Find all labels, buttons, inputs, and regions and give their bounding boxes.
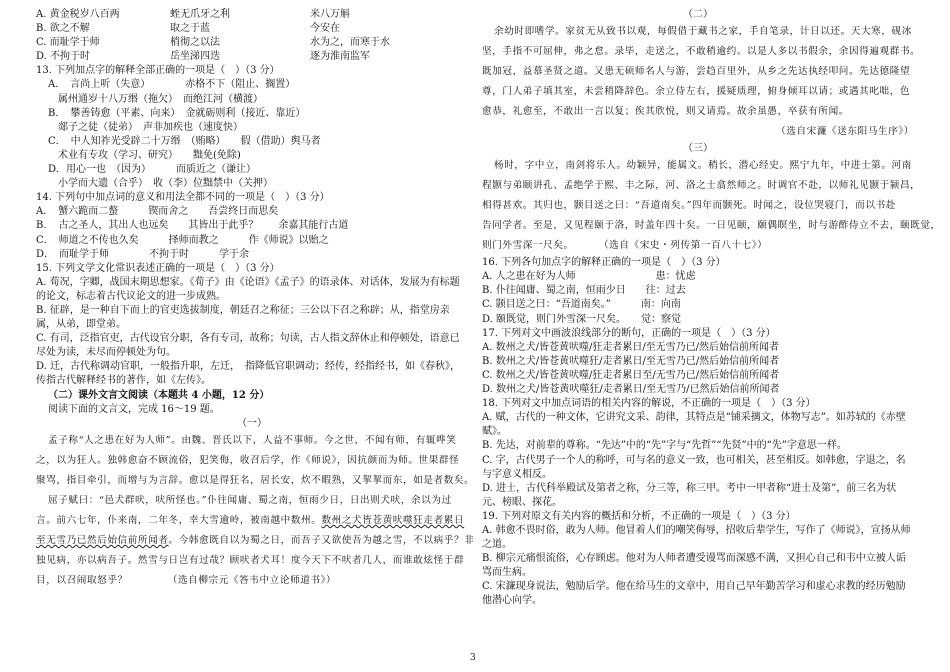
passage-source: （选自柳宗元《答韦中立论师道书》） <box>167 574 337 586</box>
option-row: D. 不拘于时 岳坐涕四迭 逐为淮南监军 <box>36 51 370 63</box>
section-heading: （二）课外文言文阅读（本题共 4 小题，12 分） <box>48 389 270 401</box>
option-a: A. 韩愈不畏时俗，敢为人师。他冒着人们的嘲笑侮辱，招收后辈学生，写作了《师说》，宣扬从师之道。 <box>482 524 911 551</box>
passage-line: 言。前六七年，仆来南，二年冬，幸大雪逾岭，被南越中数州。数州之犬皆苍黄吠噬狂走者累日 <box>36 514 465 526</box>
option-d: D. 进士，古代科举殿试及第者之称，分三等，称三甲。考中一甲者称“进士及第”，前三名为状元、榜眼、探花。 <box>482 482 897 508</box>
option-d: D．用心一也 （因为） 而质近之（谦让） <box>48 164 257 176</box>
option-c: C. 颢目送之曰：“吾道南矣。” 南：向南 <box>482 299 681 311</box>
option-c: C． 师道之不传也久矣 择师而教之 作《师说》以贻之 <box>36 234 329 246</box>
question-stem: 17. 下列对文中画波浪线部分的断句，正确的一项是（ ）（3 分） <box>482 327 776 339</box>
passage-line: 独见病，亦以病吾子。然雪与日岂有过哉？顾吠者犬耳！度今天下不吠者几人，而谁敢炫怪于群 <box>36 554 465 566</box>
question-stem: 19. 下列对原文有关内容的概括和分析，不正确的一项是（ ）（3 分） <box>482 510 796 522</box>
option-row: C. 而耻学于师 梢彻之以法 水为之，而寒于水 <box>36 37 390 49</box>
option-a: A． 蟹六跪而二螯 锲而舍之 吾尝终日而思矣 <box>36 206 279 218</box>
question-13 <box>36 64 468 191</box>
passage-line: 孟子称“人之患在好为人师”。由魏、晋氏以下，人益不事师。今之世，不闻有师，有辄哗笑 <box>48 434 457 446</box>
question-stem: 13. 下列加点字的解释全部正确的一项是（ ）（3 分） <box>36 65 280 77</box>
question-stem: 15. 下列文学文化常识表述正确的一项是（ ）（3 分） <box>36 262 280 274</box>
option-b: B. 征辟，是一种自下而上的官吏选拔制度，朝廷召之称征；三公以下召之称辟；从，指堂房亲属，从弟，即堂弟。 <box>36 304 450 331</box>
option-a: A. 数州之犬/皆苍黄吠噬/狂走者累日/至无雪乃已/然后始信前所闻者 <box>482 341 780 353</box>
option-c: C. 数州之犬/皆苍黄吠噬/狂走者累日至/无雪乃已/然后始信前所闻者 <box>482 369 780 381</box>
option-c-cont: 术业有专攻（学习、研究） 黜免(免除) <box>48 149 241 161</box>
passage-line: 愈恭，礼愈至，不敢出一言以复；俟其欣悦，则又请焉。故余虽愚，卒获有所闻。 <box>482 106 849 118</box>
passage-source: （选自宋濂《送东阳马生序》） <box>776 126 914 138</box>
option-a: A. 赋，古代的一种文体，它讲究文采、韵律，其特点是“铺采摛文，体物写志”。如苏轼的《赤壁赋》。 <box>482 412 906 438</box>
question-stem: 16. 下列各句加点字的解释正确的一项是（ ）（3 分） <box>482 257 726 269</box>
passage-3 <box>482 156 941 256</box>
page-number: 3 <box>470 653 476 663</box>
option-c: C． 中人知祚光受辟二十万缗 （贿略） 假（借助）舆马者 <box>48 135 321 147</box>
passage-line: 杨时，字中立，南剑将乐人。幼颖异，能属文。稍长，潜心经史。熙宁九年，中进士第。河南 <box>494 160 912 172</box>
option-a: A. 荀况，字卿，战国末期思想家。《荀子》由《论语》《孟子》的语录体、对话体，发展为有标题的论文，标志着古代议论文的进一步成熟。 <box>36 276 460 302</box>
passage-line: 屈子赋曰：“邑犬群吠，吠所怪也。”仆往闻庸、蜀之南，恒雨少日，日出则犬吠，余以为过 <box>48 494 452 506</box>
passage-line: 既加冠，益慕圣贤之道。又患无硕师名人与游，尝趋百里外，从乡之先达执经叩问。先达德隆望 <box>482 66 911 78</box>
option-b: B. 仆往闻庸、蜀之南，恒雨少日 往：过去 <box>482 285 686 297</box>
option-row: A. 黄金税岁八百两 蛭无爪牙之利 米八万斛 <box>36 9 350 20</box>
passage-1 <box>36 431 475 591</box>
option-b: B. 先达，对前辈的尊称。“先达”中的“先”字与“先哲”“先贤”中的“先”字意思一样。 <box>482 440 847 452</box>
question-16 <box>482 256 914 326</box>
option-c: C. 字，古代男子一个人的称呼，可与名的意义一致，也可相关，甚至相反。如韩愈，字退之，名与字意义相反。 <box>482 454 906 480</box>
option-d-cont: 小学而大遗（合乎） 收（李）位黜禁中（关押） <box>48 178 273 190</box>
left-column <box>36 8 475 591</box>
option-b-cont: 郯子之徒（徒弟） 声非加疾也（速度快） <box>48 121 243 133</box>
option-a: A． 言尚上听（失意） 赤格不下（阻止、搁置） <box>48 79 296 91</box>
passage-line: 之，以为狂人。独韩愈奋不顾流俗，犯笑侮，收召后学，作《师说》，因抗颜而为师。世果群怪 <box>36 454 460 466</box>
right-column <box>482 8 941 609</box>
option-a-cont: 属州通岁十八万缗（拖欠） 而绝江河（横渡） <box>48 93 263 105</box>
option-d: D． 而耻学于师 不拘于时 学于余 <box>36 248 250 260</box>
option-b: B. 数州之犬/皆苍黄吠噬狂/走者累日/至无雪乃已/然后始信前所闻者 <box>482 355 780 367</box>
option-row: B. 欲之不解 取之于蓝 今安在 <box>36 23 340 35</box>
option-d: D. 颐既觉，则门外雪深一尺矣。 觉：察觉 <box>482 313 682 325</box>
passage-line: 坚，手指不可屈伸，弗之怠。录毕，走送之，不敢稍逾约。以是人多以书假余，余因得遍观群书。 <box>482 46 921 58</box>
question-14 <box>36 191 468 261</box>
option-c: C. 有司，泛指官吏，古代设官分职，各有专司，故称；句读，古人指文辞休止和停顿处，语意已尽处为读，未尽而停顿处为句。 <box>36 333 460 359</box>
passage-label: （二） <box>683 9 713 20</box>
passage-line: 余幼时即嗜学。家贫无从致书以观，每假借于藏书之家，手自笔录，计日以还。天大寒，砚冰 <box>494 26 912 38</box>
passage-line: 告同学者。至是，又见程颐于洛，时盖年四十矣。一日见颐，颐偶瞑坐，时与游酢侍立不去，颐既觉， <box>482 220 941 232</box>
question-stem: 18. 下列对文中加点词语的相关内容的解说，不正确的一项是（ ）（3 分） <box>482 398 816 410</box>
question-17 <box>482 327 914 397</box>
option-d: D. 迁，古代称调动官职，一般指升职，左迁， 指降低官职调动；经传，经指经书，如《春秋》，传指古代解释经书的著作，如《左传》。 <box>36 361 461 387</box>
question-19 <box>482 510 914 609</box>
passage-line: 则门外雪深一尺矣。 （选自《宋史・列传第一百八十七》） <box>482 240 768 252</box>
option-d: D. 数州之犬/皆苍黄吠噬狂/走者累日/至无雪乃/已然后始信前所闻者 <box>482 384 780 396</box>
passage-source: （选自《宋史・列传第一百八十七》） <box>603 240 768 252</box>
passage-line: 相得甚欢。其归也，颢目送之曰：“吾道南矣。”四年而颢死。时闻之，设位哭寝门，而以书赴 <box>482 200 896 212</box>
question-15 <box>36 262 468 389</box>
question-18 <box>482 397 914 510</box>
question-stem: 14. 下列句中加点词的意义和用法全都不同的一项是（ ）（3 分） <box>36 192 330 204</box>
option-b: B． 古之圣人，其出人也远矣 其皆出于此乎？ 余嘉其能行古道 <box>36 220 349 232</box>
passage-line: 尊，门人弟子填其室，未尝稍降辞色。余立侍左右，援疑质理，俯身倾耳以请；或遇其叱咄，色 <box>482 86 911 98</box>
passage-line: 程颢与弟颐讲孔、孟绝学于熙、丰之际，河、洛之士翕然师之。时调官不赴，以师礼见颢于颍昌， <box>482 180 921 192</box>
passage-2 <box>482 22 921 142</box>
passage-label: （一） <box>237 417 267 429</box>
option-a: A. 人之患在好为人师 患：忧虑 <box>482 271 696 283</box>
passage-label: （三） <box>683 143 713 155</box>
section-instruction: 阅读下面的文言文，完成 16～19 题。 <box>48 403 220 415</box>
wavy-underline-text: 至无雪乃已然后始信前所闻者 <box>36 534 169 546</box>
option-b: B. 柳宗元痛恨流俗，心存顾虑。他对为人师者遭受谩骂而深感不满，又担心自己和韦中立被人诟骂而生病。 <box>482 553 906 579</box>
passage-line: 聚骂，指目牵引，而增与为言辞。愈以是得狂名，居长安，炊不暇熟，又挈挈而东，如是者数矣。 <box>36 474 475 486</box>
wavy-underline-text: 数州之犬皆苍黄吠噬狂走者累日 <box>321 514 465 526</box>
option-b: B． 攀善铸愈（平素、向来） 金就砺则利（接近、靠近） <box>48 107 306 119</box>
passage-line: 至无雪乃已然后始信前所闻者。今韩愈既自以为蜀之日，而吾子又欲使吾为越之雪，不以病乎？非 <box>36 534 475 546</box>
passage-line: 目，以召闹取怒乎？ （选自柳宗元《答韦中立论师道书》） <box>36 574 337 586</box>
option-c: C. 宋濂现身说法，勉励后学。他在给马生的文章中，用自己早年勤苦学习和虚心求教的经历勉励他潜心向学。 <box>482 581 906 607</box>
